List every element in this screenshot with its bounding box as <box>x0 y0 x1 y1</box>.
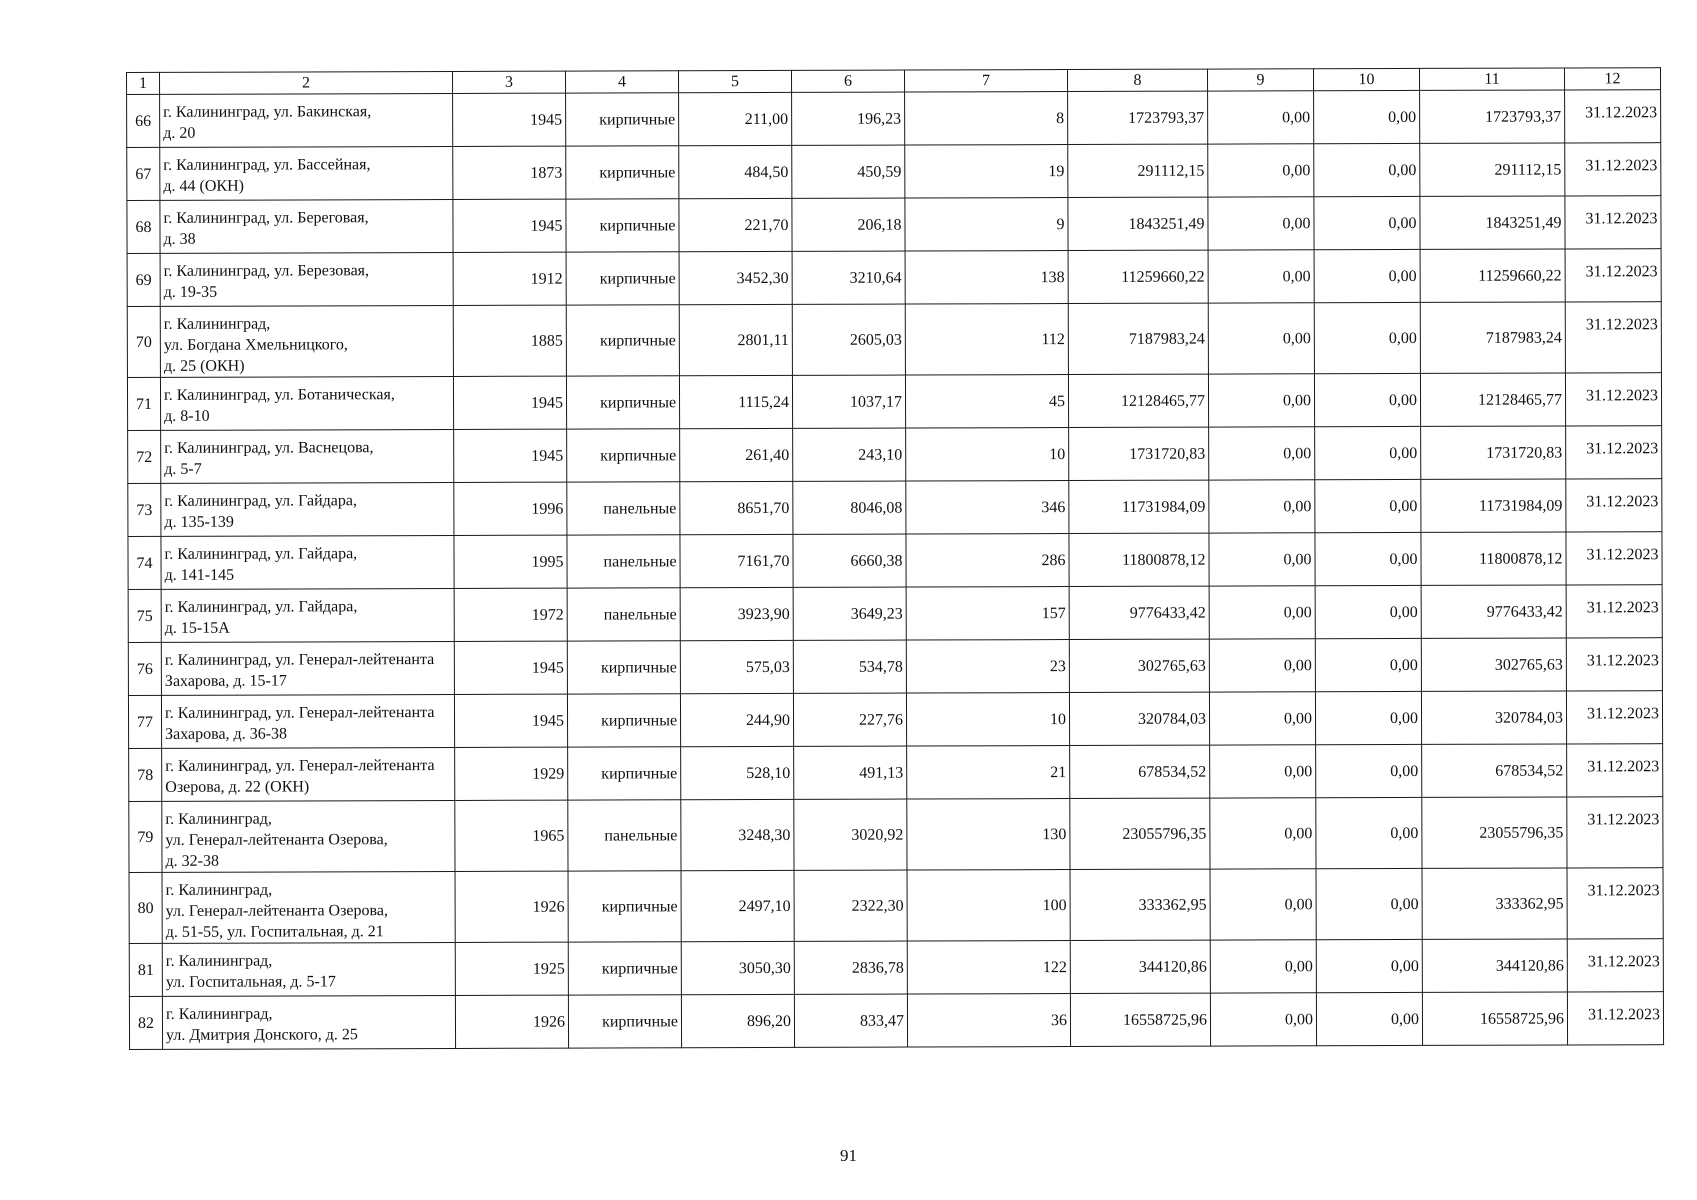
address-line: д. 19-35 <box>163 283 218 301</box>
wall-material-cell: кирпичные <box>568 871 681 942</box>
value-cell-7: 138 <box>905 251 1068 305</box>
year-cell: 1929 <box>455 747 568 800</box>
value-cell-8: 302765,63 <box>1069 639 1209 692</box>
value-cell-7: 10 <box>906 693 1069 747</box>
year-cell: 1972 <box>454 588 567 641</box>
wall-material-cell: кирпичные <box>568 747 681 800</box>
row-number: 80 <box>129 872 162 943</box>
year-cell: 1945 <box>453 199 566 252</box>
address-cell <box>162 942 455 996</box>
value-cell-11: 12128465,77 <box>1420 373 1565 426</box>
table-row <box>128 426 1662 484</box>
value-cell-8: 1731720,83 <box>1069 427 1209 480</box>
value-cell-5: 7161,70 <box>680 534 793 587</box>
date-cell: 31.12.2023 <box>1565 90 1661 143</box>
date-cell: 31.12.2023 <box>1567 939 1663 992</box>
value-cell-9: 0,00 <box>1208 197 1314 250</box>
year-cell: 1996 <box>454 482 567 535</box>
wall-material-cell: кирпичные <box>568 942 681 995</box>
year-cell: 1945 <box>454 641 567 694</box>
table-row <box>127 302 1661 378</box>
value-cell-8: 1843251,49 <box>1068 197 1208 250</box>
page-number: 91 <box>840 1146 857 1165</box>
row-number: 71 <box>127 377 160 430</box>
table-row <box>127 90 1661 148</box>
wall-material-cell: кирпичные <box>566 305 679 376</box>
value-cell-9: 0,00 <box>1210 940 1316 993</box>
table-row <box>127 196 1661 254</box>
value-cell-10: 0,00 <box>1314 90 1420 143</box>
value-cell-7: 346 <box>906 481 1069 535</box>
wall-material-cell: кирпичные <box>567 429 680 482</box>
year-cell: 1873 <box>453 146 566 199</box>
value-cell-11: 291112,15 <box>1420 143 1565 196</box>
value-cell-5: 2801,11 <box>679 304 792 375</box>
value-cell-9: 0,00 <box>1208 144 1314 197</box>
value-cell-11: 16558725,96 <box>1422 992 1567 1045</box>
date-cell: 31.12.2023 <box>1566 479 1662 532</box>
year-cell: 1885 <box>453 305 566 376</box>
value-cell-9: 0,00 <box>1208 91 1314 144</box>
row-number: 73 <box>128 483 161 536</box>
value-cell-10: 0,00 <box>1314 302 1420 373</box>
value-cell-5: 3923,90 <box>680 587 793 640</box>
value-cell-11: 678534,52 <box>1422 744 1567 797</box>
address-line: г. Калининград, ул. Бассейная, <box>163 156 371 174</box>
value-cell-8: 11731984,09 <box>1069 480 1209 533</box>
value-cell-7: 10 <box>906 428 1069 482</box>
row-number: 70 <box>127 306 160 377</box>
value-cell-6: 227,76 <box>793 693 906 746</box>
value-cell-10: 0,00 <box>1315 426 1421 479</box>
wall-material-cell: кирпичные <box>568 995 681 1048</box>
wall-material-cell: кирпичные <box>567 694 680 747</box>
address-cell <box>161 641 454 695</box>
value-cell-9: 0,00 <box>1210 993 1316 1046</box>
value-cell-8: 12128465,77 <box>1068 374 1208 427</box>
value-cell-10: 0,00 <box>1316 992 1422 1045</box>
wall-material-cell: панельные <box>567 588 680 641</box>
value-cell-5: 211,00 <box>679 92 792 145</box>
value-cell-9: 0,00 <box>1210 745 1316 798</box>
date-cell: 31.12.2023 <box>1566 691 1662 744</box>
date-cell: 31.12.2023 <box>1565 143 1661 196</box>
column-header: 10 <box>1313 68 1419 90</box>
address-line: Захарова, д. 36-38 <box>165 725 288 743</box>
address-cell <box>161 535 454 589</box>
column-header: 7 <box>904 70 1067 93</box>
address-cell <box>161 482 454 536</box>
value-cell-6: 8046,08 <box>793 481 906 534</box>
table-row <box>129 939 1663 997</box>
row-number: 77 <box>128 695 161 748</box>
column-header: 11 <box>1419 68 1564 90</box>
value-cell-9: 0,00 <box>1208 250 1314 303</box>
table-row <box>129 868 1663 944</box>
row-number: 82 <box>129 996 162 1049</box>
value-cell-9: 0,00 <box>1209 533 1315 586</box>
housing-table <box>126 67 1664 1050</box>
value-cell-11: 333362,95 <box>1422 868 1567 939</box>
date-cell: 31.12.2023 <box>1565 373 1661 426</box>
value-cell-6: 1037,17 <box>792 375 905 428</box>
column-header: 2 <box>160 71 453 94</box>
value-cell-8: 678534,52 <box>1070 745 1210 798</box>
value-cell-10: 0,00 <box>1315 691 1421 744</box>
value-cell-11: 302765,63 <box>1421 638 1566 691</box>
year-cell: 1965 <box>455 800 568 871</box>
value-cell-7: 45 <box>905 375 1068 429</box>
wall-material-cell: панельные <box>568 800 681 871</box>
row-number: 75 <box>128 589 161 642</box>
date-cell: 31.12.2023 <box>1566 585 1662 638</box>
table-row <box>127 249 1661 307</box>
value-cell-5: 8651,70 <box>680 481 793 534</box>
date-cell: 31.12.2023 <box>1567 797 1663 868</box>
value-cell-11: 1731720,83 <box>1421 426 1566 479</box>
value-cell-8: 333362,95 <box>1070 869 1210 940</box>
value-cell-5: 3452,30 <box>679 251 792 304</box>
date-cell: 31.12.2023 <box>1566 426 1662 479</box>
value-cell-5: 3248,30 <box>681 799 794 870</box>
address-line: д. 15-15А <box>164 619 230 637</box>
table-row <box>128 691 1662 749</box>
table-row <box>128 479 1662 537</box>
address-cell <box>160 199 453 253</box>
year-cell: 1926 <box>455 995 568 1048</box>
address-line: г. Калининград, ул. Береговая, <box>163 209 369 227</box>
address-line: г. Калининград, ул. Бакинская, <box>163 103 372 121</box>
value-cell-6: 206,18 <box>792 198 905 251</box>
value-cell-7: 8 <box>905 92 1068 146</box>
address-line: ул. Госпитальная, д. 5-17 <box>165 973 336 991</box>
row-number: 66 <box>127 94 160 147</box>
year-cell: 1945 <box>454 694 567 747</box>
value-cell-11: 11259660,22 <box>1420 249 1565 302</box>
address-line: д. 5-7 <box>164 460 202 478</box>
value-cell-7: 36 <box>907 994 1070 1048</box>
value-cell-8: 16558725,96 <box>1070 993 1210 1046</box>
address-cell <box>162 871 455 943</box>
wall-material-cell: кирпичные <box>566 252 679 305</box>
year-cell: 1912 <box>453 252 566 305</box>
value-cell-5: 575,03 <box>680 640 793 693</box>
value-cell-9: 0,00 <box>1209 692 1315 745</box>
address-line: г. Калининград, ул. Гайдара, <box>164 492 358 510</box>
address-cell <box>160 305 453 377</box>
value-cell-10: 0,00 <box>1316 744 1422 797</box>
value-cell-10: 0,00 <box>1315 638 1421 691</box>
date-cell: 31.12.2023 <box>1567 744 1663 797</box>
value-cell-6: 6660,38 <box>793 534 906 587</box>
address-cell <box>162 747 455 801</box>
year-cell: 1926 <box>455 871 568 942</box>
address-cell <box>160 252 453 306</box>
address-line: д. 135-139 <box>164 513 234 531</box>
address-line: ул. Генерал-лейтенанта Озерова, <box>165 902 388 920</box>
value-cell-5: 1115,24 <box>679 375 792 428</box>
table-body <box>127 90 1664 1050</box>
row-number: 78 <box>129 748 162 801</box>
table-row <box>128 638 1662 696</box>
column-header: 5 <box>678 70 791 92</box>
row-number: 81 <box>129 943 162 996</box>
row-number: 72 <box>128 430 161 483</box>
wall-material-cell: кирпичные <box>566 146 679 199</box>
value-cell-6: 2836,78 <box>794 941 907 994</box>
table-row <box>128 585 1662 643</box>
value-cell-6: 2322,30 <box>794 870 907 941</box>
value-cell-10: 0,00 <box>1315 532 1421 585</box>
value-cell-9: 0,00 <box>1209 480 1315 533</box>
value-cell-6: 2605,03 <box>792 304 905 375</box>
address-line: г. Калининград, ул. Ботаническая, <box>163 386 395 404</box>
address-line: г. Калининград, <box>165 881 273 899</box>
value-cell-8: 291112,15 <box>1068 144 1208 197</box>
wall-material-cell: кирпичные <box>566 93 679 146</box>
year-cell: 1945 <box>453 376 566 429</box>
value-cell-11: 11800878,12 <box>1421 532 1566 585</box>
value-cell-5: 2497,10 <box>681 870 794 941</box>
date-cell: 31.12.2023 <box>1565 249 1661 302</box>
value-cell-11: 344120,86 <box>1422 939 1567 992</box>
year-cell: 1925 <box>455 942 568 995</box>
date-cell: 31.12.2023 <box>1566 532 1662 585</box>
value-cell-5: 528,10 <box>681 746 794 799</box>
value-cell-11: 320784,03 <box>1421 691 1566 744</box>
value-cell-8: 11800878,12 <box>1069 533 1209 586</box>
value-cell-9: 0,00 <box>1210 869 1316 940</box>
value-cell-6: 450,59 <box>792 145 905 198</box>
value-cell-6: 243,10 <box>793 428 906 481</box>
address-cell <box>160 376 453 430</box>
address-line: г. Калининград, ул. Березовая, <box>163 262 370 280</box>
address-line: г. Калининград, <box>165 952 273 970</box>
row-number: 68 <box>127 200 160 253</box>
value-cell-7: 23 <box>906 640 1069 694</box>
value-cell-10: 0,00 <box>1316 868 1422 939</box>
address-cell <box>161 588 454 642</box>
value-cell-10: 0,00 <box>1314 373 1420 426</box>
date-cell: 31.12.2023 <box>1567 868 1663 939</box>
wall-material-cell: кирпичные <box>567 641 680 694</box>
value-cell-9: 0,00 <box>1210 798 1316 869</box>
value-cell-9: 0,00 <box>1209 639 1315 692</box>
value-cell-10: 0,00 <box>1314 196 1420 249</box>
address-line: д. 20 <box>163 124 196 142</box>
value-cell-7: 9 <box>905 198 1068 252</box>
value-cell-11: 23055796,35 <box>1422 797 1567 868</box>
value-cell-6: 491,13 <box>794 746 907 799</box>
address-line: Захарова, д. 15-17 <box>164 672 287 690</box>
address-cell <box>160 146 453 200</box>
table-row <box>127 373 1661 431</box>
address-cell <box>160 93 453 147</box>
row-number: 79 <box>129 801 162 872</box>
column-header: 12 <box>1564 68 1660 90</box>
address-cell <box>162 995 455 1049</box>
value-cell-7: 122 <box>907 941 1070 995</box>
value-cell-6: 833,47 <box>794 994 907 1047</box>
value-cell-11: 9776433,42 <box>1421 585 1566 638</box>
table-row <box>129 797 1663 873</box>
column-header: 1 <box>127 72 160 94</box>
address-line: ул. Генерал-лейтенанта Озерова, <box>165 831 388 849</box>
address-line: ул. Богдана Хмельницкого, <box>163 336 348 354</box>
value-cell-10: 0,00 <box>1316 797 1422 868</box>
address-line: д. 8-10 <box>164 407 210 425</box>
date-cell: 31.12.2023 <box>1566 638 1662 691</box>
value-cell-8: 23055796,35 <box>1070 798 1210 869</box>
address-line: д. 38 <box>163 230 196 248</box>
address-cell <box>162 800 455 872</box>
value-cell-5: 221,70 <box>679 198 792 251</box>
value-cell-10: 0,00 <box>1314 249 1420 302</box>
value-cell-8: 7187983,24 <box>1068 303 1208 374</box>
value-cell-9: 0,00 <box>1209 586 1315 639</box>
year-cell: 1945 <box>454 429 567 482</box>
column-header: 3 <box>452 71 565 93</box>
value-cell-7: 157 <box>906 587 1069 641</box>
date-cell: 31.12.2023 <box>1567 992 1663 1045</box>
row-number: 69 <box>127 253 160 306</box>
row-number: 67 <box>127 147 160 200</box>
value-cell-10: 0,00 <box>1316 939 1422 992</box>
column-header: 8 <box>1067 69 1207 91</box>
year-cell: 1995 <box>454 535 567 588</box>
table-row <box>127 143 1661 201</box>
address-line: д. 51-55, ул. Госпитальная, д. 21 <box>165 923 384 941</box>
year-cell: 1945 <box>453 93 566 146</box>
table-row <box>129 992 1663 1050</box>
column-header: 6 <box>791 70 904 92</box>
value-cell-9: 0,00 <box>1208 374 1314 427</box>
value-cell-5: 3050,30 <box>681 941 794 994</box>
address-line: г. Калининград, ул. Генерал-лейтенанта <box>165 757 435 775</box>
address-line: д. 25 (ОКН) <box>163 357 245 375</box>
value-cell-9: 0,00 <box>1208 303 1314 374</box>
address-line: г. Калининград, ул. Васнецова, <box>164 439 374 457</box>
date-cell: 31.12.2023 <box>1565 302 1661 373</box>
value-cell-6: 534,78 <box>793 640 906 693</box>
value-cell-8: 1723793,37 <box>1068 91 1208 144</box>
wall-material-cell: кирпичные <box>566 376 679 429</box>
address-line: г. Калининград, <box>163 315 271 333</box>
wall-material-cell: панельные <box>567 535 680 588</box>
address-cell <box>161 429 454 483</box>
address-line: г. Калининград, ул. Гайдара, <box>164 545 358 563</box>
value-cell-8: 320784,03 <box>1069 692 1209 745</box>
value-cell-10: 0,00 <box>1315 585 1421 638</box>
value-cell-5: 244,90 <box>680 693 793 746</box>
value-cell-11: 11731984,09 <box>1421 479 1566 532</box>
value-cell-5: 896,20 <box>681 994 794 1047</box>
value-cell-8: 9776433,42 <box>1069 586 1209 639</box>
address-line: д. 44 (ОКН) <box>163 177 244 195</box>
row-number: 74 <box>128 536 161 589</box>
value-cell-7: 286 <box>906 534 1069 588</box>
value-cell-11: 7187983,24 <box>1420 302 1565 373</box>
value-cell-6: 3020,92 <box>794 799 907 870</box>
column-header: 4 <box>565 71 678 93</box>
value-cell-7: 100 <box>907 870 1070 942</box>
wall-material-cell: кирпичные <box>566 199 679 252</box>
value-cell-7: 130 <box>907 799 1070 871</box>
value-cell-8: 11259660,22 <box>1068 250 1208 303</box>
value-cell-8: 344120,86 <box>1070 940 1210 993</box>
address-line: ул. Дмитрия Донского, д. 25 <box>166 1026 358 1044</box>
value-cell-10: 0,00 <box>1314 143 1420 196</box>
value-cell-10: 0,00 <box>1315 479 1421 532</box>
table-row <box>128 532 1662 590</box>
column-header: 9 <box>1207 69 1313 91</box>
value-cell-11: 1723793,37 <box>1420 90 1565 143</box>
value-cell-11: 1843251,49 <box>1420 196 1565 249</box>
date-cell: 31.12.2023 <box>1565 196 1661 249</box>
address-line: Озерова, д. 22 (ОКН) <box>165 778 310 796</box>
value-cell-6: 3649,23 <box>793 587 906 640</box>
address-line: г. Калининград, ул. Генерал-лейтенанта <box>164 704 435 722</box>
value-cell-7: 112 <box>905 304 1068 376</box>
value-cell-6: 196,23 <box>792 92 905 145</box>
wall-material-cell: панельные <box>567 482 680 535</box>
value-cell-7: 19 <box>905 145 1068 199</box>
value-cell-5: 484,50 <box>679 145 792 198</box>
table-row <box>129 744 1663 802</box>
address-line: г. Калининград, <box>165 810 272 828</box>
address-line: д. 32-38 <box>165 852 219 870</box>
value-cell-6: 3210,64 <box>792 251 905 304</box>
address-cell <box>161 694 454 748</box>
value-cell-7: 21 <box>907 746 1070 800</box>
address-line: д. 141-145 <box>164 566 235 584</box>
value-cell-5: 261,40 <box>680 428 793 481</box>
address-line: г. Калининград, ул. Генерал-лейтенанта <box>164 651 435 669</box>
value-cell-9: 0,00 <box>1209 427 1315 480</box>
address-line: г. Калининград, <box>165 1005 273 1023</box>
address-line: г. Калининград, ул. Гайдара, <box>164 598 358 616</box>
row-number: 76 <box>128 642 161 695</box>
